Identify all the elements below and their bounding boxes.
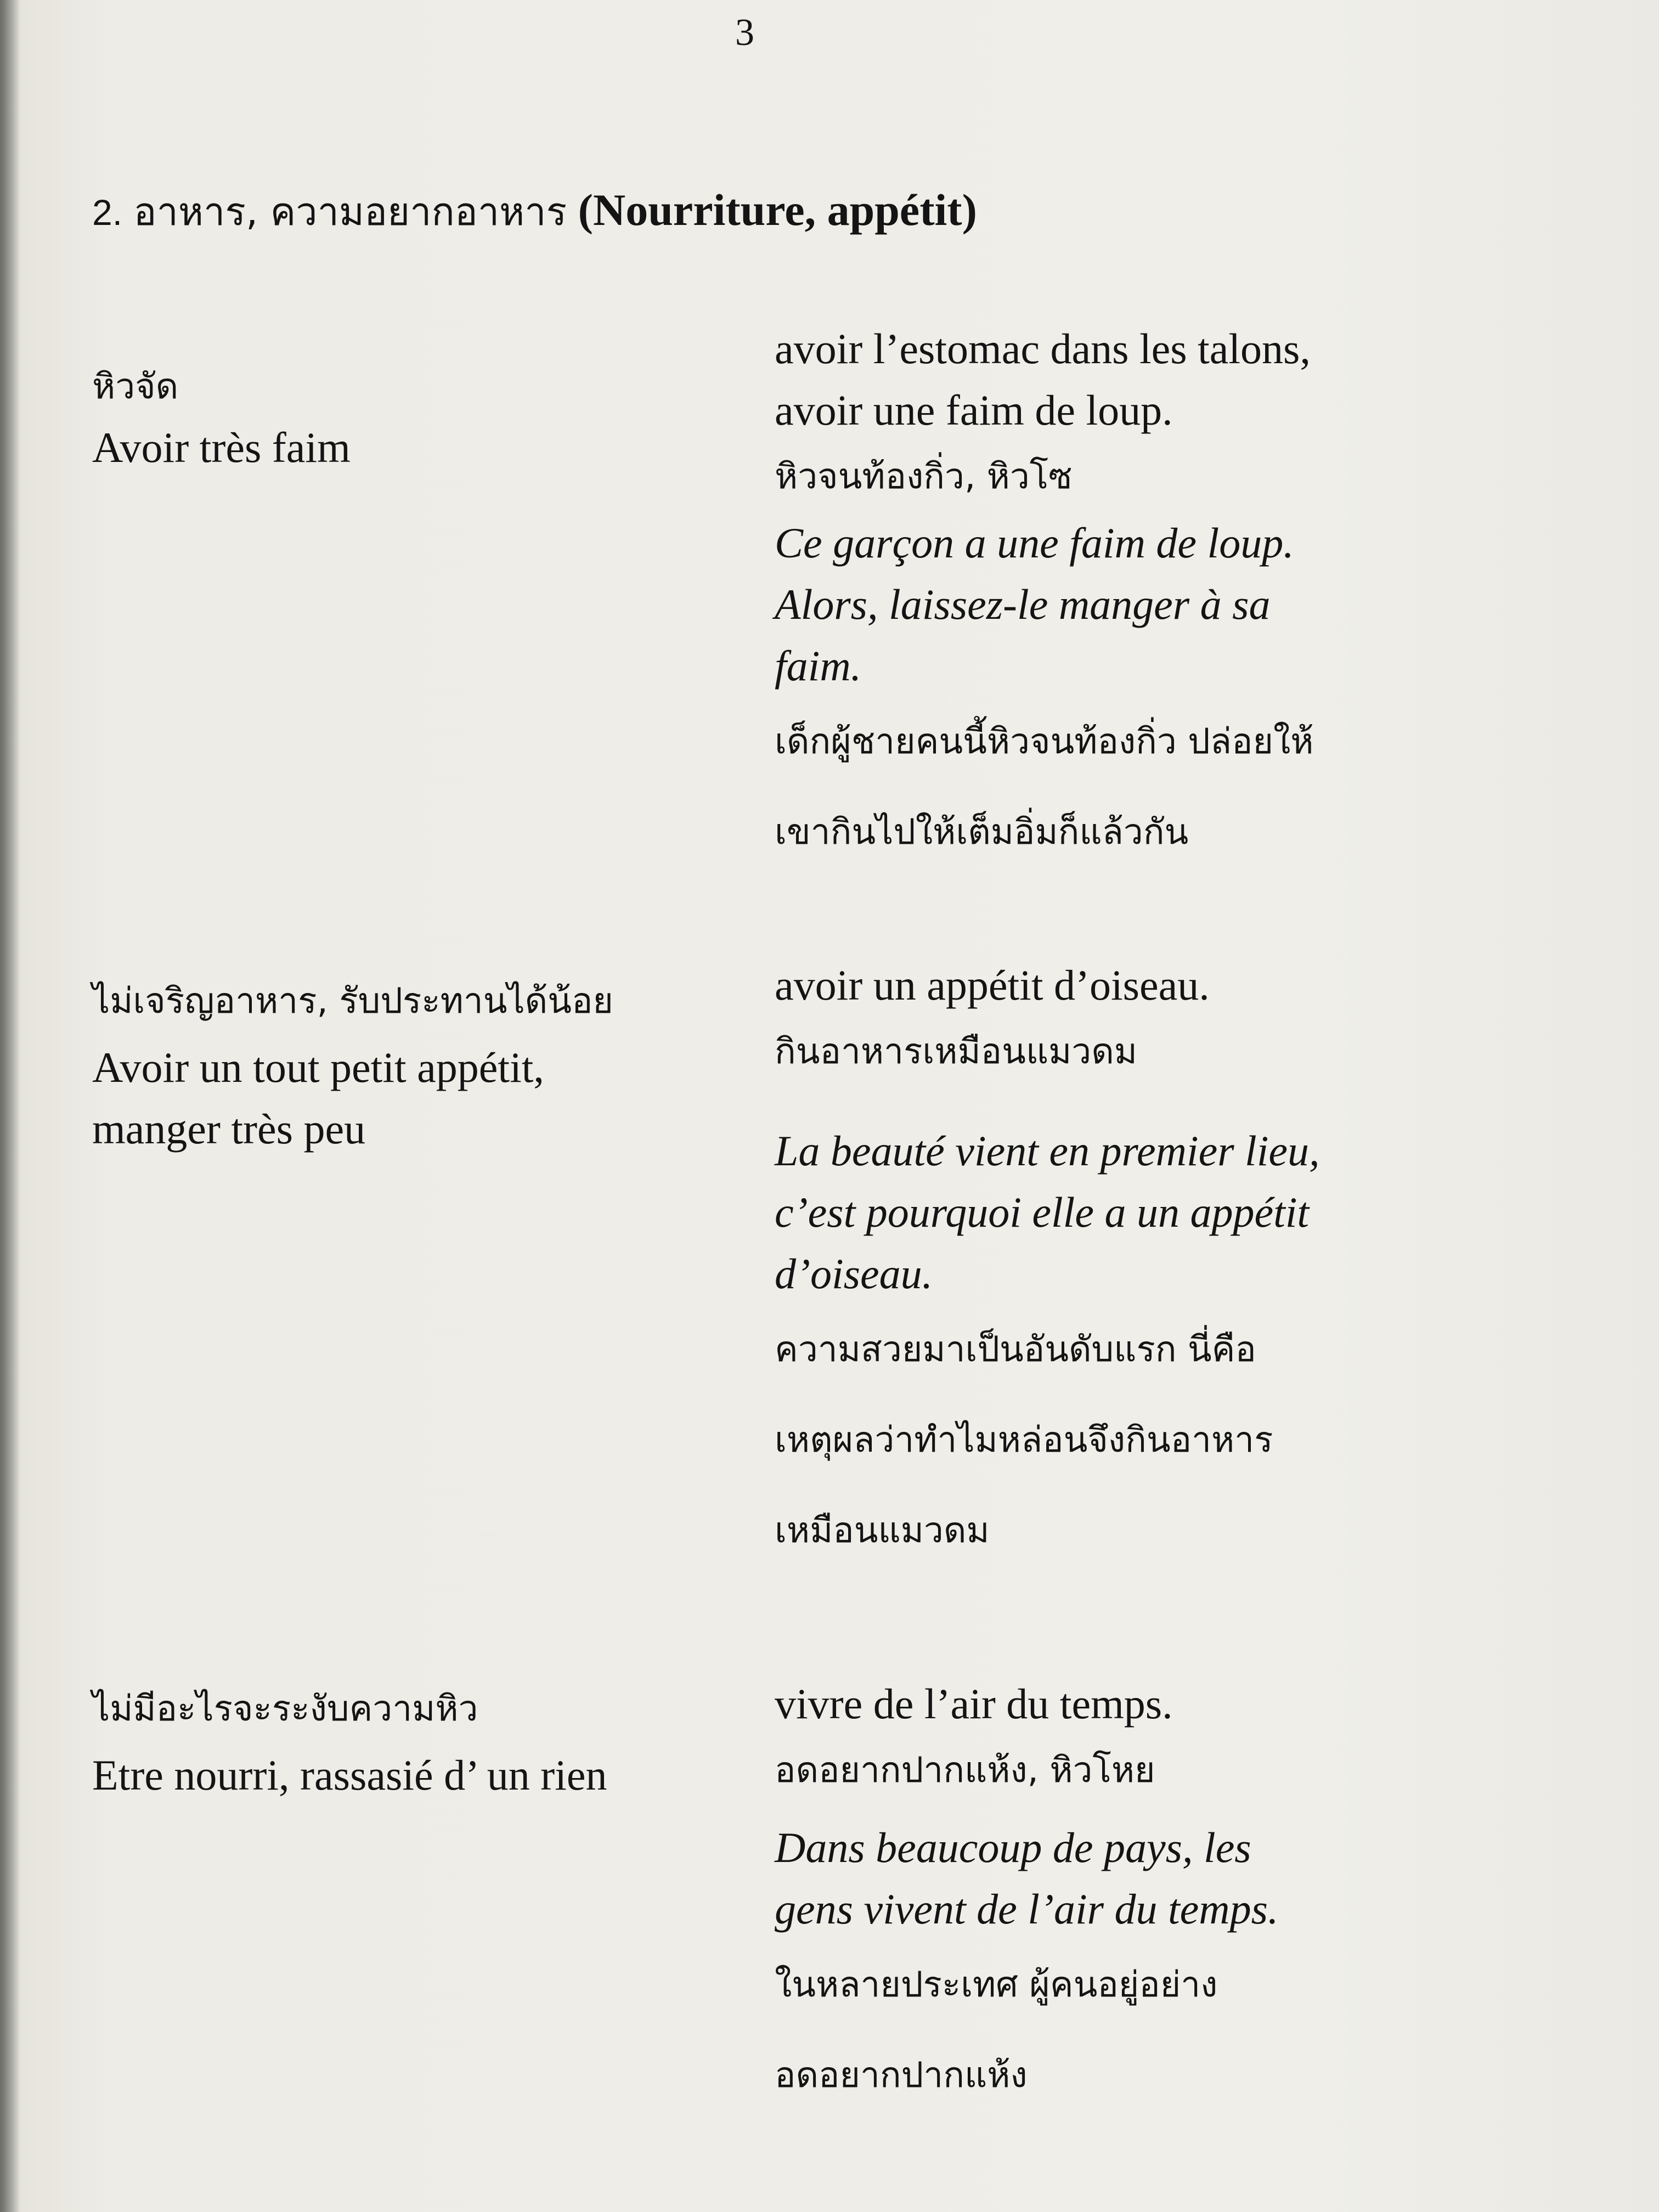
example-french-line: d’oiseau. [775,1250,933,1297]
page-gutter-shadow [0,0,20,2212]
example-french-line: gens vivent de l’air du temps. [775,1885,1279,1933]
entry-3-expression [775,1673,1598,2121]
example-french-line: faim. [775,642,862,690]
entry-3-term [92,1673,740,1806]
section-title-thai: อาหาร, ความอยากอาหาร [133,189,567,234]
example-french-line: c’est pourquoi elle a un appétit [775,1188,1310,1236]
section-number: 2. [92,192,123,233]
example-french-line: Alors, laissez-le manger à sa [775,580,1271,628]
expression-french-line: avoir une faim de loup. [775,386,1173,434]
term-french-line: manger très peu [92,1105,366,1153]
section-heading [92,181,977,242]
entry-1-expression [775,318,1598,878]
expression-french-line: avoir un appétit d’oiseau. [775,961,1210,1009]
example-french-line: Ce garçon a une faim de loup. [775,519,1294,567]
page-number: 3 [735,12,754,54]
entry-2-term [92,966,740,1160]
example-french-line: Dans beaucoup de pays, les [775,1824,1251,1871]
term-thai: ไม่มีอะไรจะระงับความหิว [92,1689,478,1729]
example-thai-line: ในหลายประเทศ ผู้คนอยู่อย่าง [775,1965,1218,2005]
expression-thai: อดอยากปากแห้ง, หิวโหย [775,1750,1155,1791]
expression-thai: หิวจนท้องกิ่ว, หิวโซ [775,456,1073,497]
expression-thai: กินอาหารเหมือนแมวดม [775,1031,1137,1072]
expression-french-line: vivre de l’air du temps. [775,1680,1173,1728]
example-thai-line: อดอยากปากแห้ง [775,2055,1028,2096]
expression-french-line: avoir l’estomac dans les talons, [775,325,1311,373]
term-french-line: Avoir un tout petit appétit, [92,1043,544,1091]
example-thai-line: เหมือนแมวดม [775,1510,990,1551]
example-thai-line: เขากินไปให้เต็มอิ่มก็แล้วกัน [775,812,1189,853]
example-thai-line: เด็กผู้ชายคนนี้หิวจนท้องกิ่ว ปล่อยให้ [775,721,1314,762]
term-french-line: Etre nourri, rassasié d’ un rien [92,1751,607,1799]
entry-1-term [92,351,740,478]
entry-2-expression [775,955,1598,1576]
term-french-line: Avoir très faim [92,424,351,471]
example-thai-line: เหตุผลว่าทำไมหล่อนจึงกินอาหาร [775,1420,1273,1460]
section-title-french: (Nourriture, appétit) [578,185,977,235]
term-thai: หิวจัด [92,366,179,407]
term-thai: ไม่เจริญอาหาร, รับประทานได้น้อย [92,981,613,1022]
example-thai-line: ความสวยมาเป็นอันดับแรก นี่คือ [775,1329,1256,1370]
example-french-line: La beauté vient en premier lieu, [775,1127,1320,1175]
